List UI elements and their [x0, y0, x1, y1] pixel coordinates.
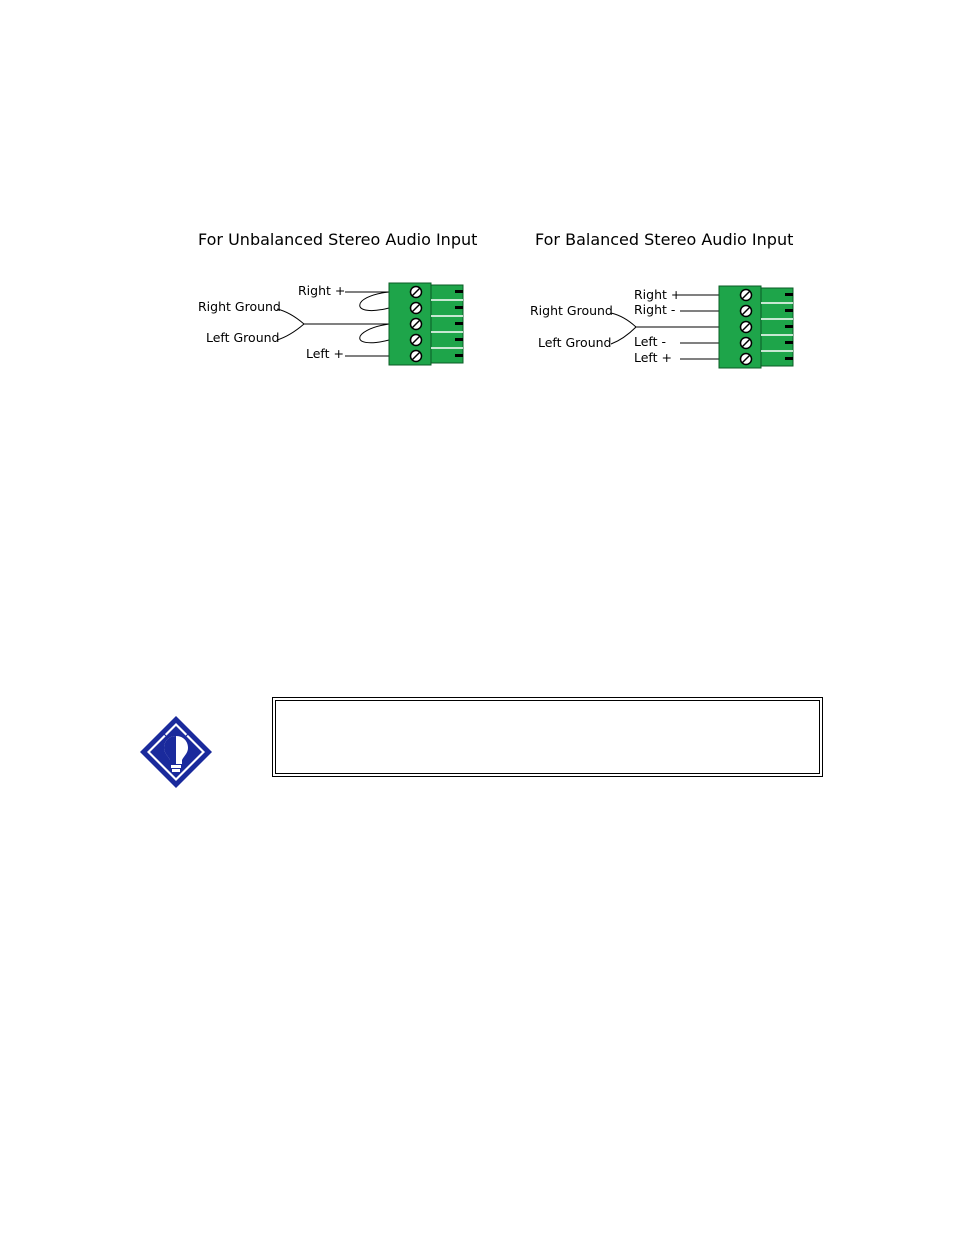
balanced-labels [530, 287, 681, 365]
label-left-plus-balanced: Left + [634, 350, 672, 365]
unbalanced-diagram-title: For Unbalanced Stereo Audio Input [198, 230, 478, 249]
wire-right-ground-lead-balanced [611, 313, 636, 327]
screw-icon [741, 306, 752, 317]
label-right-ground: Right Ground [198, 299, 281, 314]
label-left-ground: Left Ground [206, 330, 280, 345]
balanced-wiring-diagram [530, 286, 793, 368]
balanced-connector [719, 286, 793, 368]
label-right-ground-balanced: Right Ground [530, 303, 613, 318]
unbalanced-labels [198, 283, 345, 361]
screw-icon [741, 338, 752, 349]
screw-icon [411, 335, 422, 346]
balanced-diagram-title: For Balanced Stereo Audio Input [535, 230, 794, 249]
label-right-plus-balanced: Right + [634, 287, 682, 302]
label-right-plus: Right + [298, 283, 346, 298]
lightbulb-tip-icon [138, 714, 214, 790]
screw-icon [741, 290, 752, 301]
label-left-plus: Left + [306, 346, 344, 361]
screw-icon [741, 354, 752, 365]
screw-icon [741, 322, 752, 333]
label-left-minus-balanced: Left - [634, 334, 667, 349]
screw-icon [411, 319, 422, 330]
wire-left-ground-lead-balanced [611, 327, 636, 344]
wire-right-ground-lead [277, 309, 304, 324]
tip-note-box [272, 697, 823, 777]
jumper-left [360, 324, 389, 343]
wire-left-ground-lead [277, 324, 304, 340]
jumper-right [360, 292, 389, 311]
label-left-ground-balanced: Left Ground [538, 335, 612, 350]
label-right-minus-balanced: Right - [634, 302, 676, 317]
screw-icon [411, 303, 422, 314]
unbalanced-connector [389, 283, 463, 365]
screw-icon [411, 351, 422, 362]
screw-icon [411, 287, 422, 298]
